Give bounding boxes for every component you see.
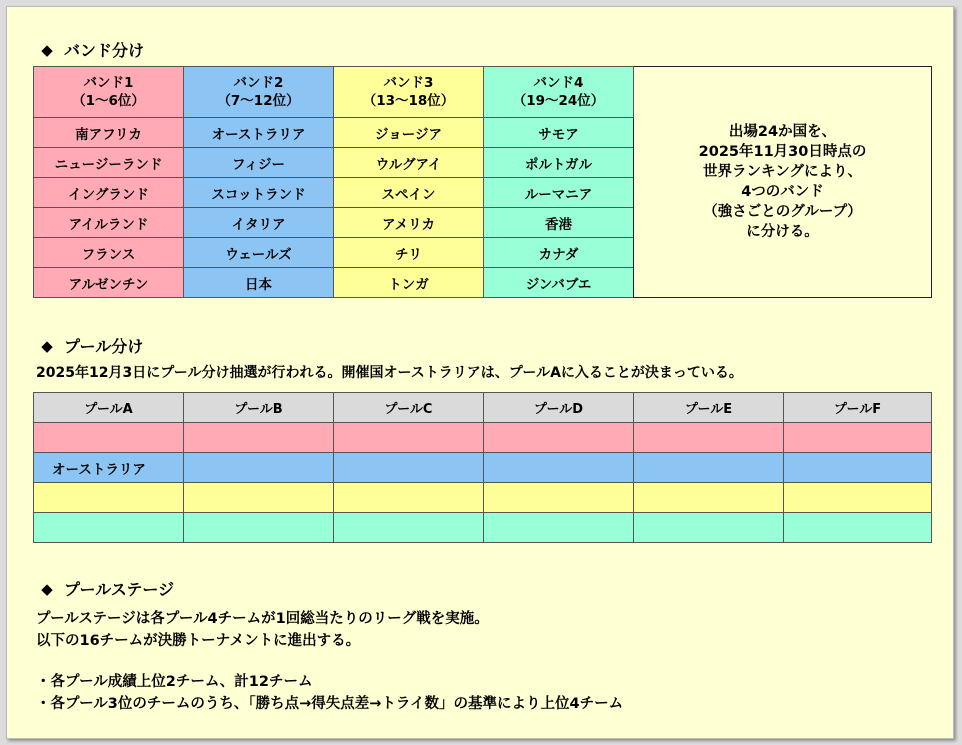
pool-row [34, 513, 932, 543]
band-header-row [34, 67, 932, 118]
band-section-heading [40, 38, 144, 61]
band-cell: カナダ [484, 238, 634, 268]
band-cell: イングランド [34, 178, 184, 208]
diamond-icon: ◆ [41, 40, 53, 59]
pool-cell [184, 483, 334, 513]
pool-row [34, 423, 932, 453]
band-table [33, 66, 932, 298]
pool-cell [184, 513, 334, 543]
stage-section-heading [40, 577, 174, 600]
pool-cell [334, 453, 484, 483]
pool-cell [634, 453, 784, 483]
pool-cell [34, 423, 184, 453]
pool-table [33, 392, 932, 543]
pool-header: プールD [484, 393, 634, 423]
pool-cell [484, 483, 634, 513]
pool-cell [784, 513, 932, 543]
pool-cell [334, 513, 484, 543]
pool-row [34, 483, 932, 513]
band-cell: チリ [334, 238, 484, 268]
pool-cell [184, 453, 334, 483]
band-cell: スコットランド [184, 178, 334, 208]
diamond-icon: ◆ [41, 336, 53, 355]
pool-cell: オーストラリア [34, 453, 184, 483]
pool-cell [334, 423, 484, 453]
pool-section-heading [40, 334, 143, 357]
pool-header: プールB [184, 393, 334, 423]
band-cell: イタリア [184, 208, 334, 238]
stage-line-2: 以下の16チームが決勝トーナメントに進出する。 [36, 633, 361, 649]
pool-description: 2025年12月3日にプール分け抽選が行われる。開催国オーストラリアは、プールAに入ることが決まっている。 [36, 365, 743, 381]
pool-header: プールE [634, 393, 784, 423]
pool-header: プールA [34, 393, 184, 423]
stage-section-title: プールステージ [64, 580, 175, 599]
band-section-title: バンド分け [64, 41, 145, 60]
band-cell: 香港 [484, 208, 634, 238]
band-header-1: バンド1 （1～6位） [34, 67, 184, 118]
band-cell: オーストラリア [184, 118, 334, 148]
band-cell: ジョージア [334, 118, 484, 148]
pool-cell [484, 513, 634, 543]
pool-cell [334, 483, 484, 513]
band-cell: トンガ [334, 268, 484, 298]
pool-cell [784, 483, 932, 513]
band-cell: スペイン [334, 178, 484, 208]
pool-cell [34, 483, 184, 513]
diamond-icon: ◆ [41, 579, 53, 598]
pool-header: プールC [334, 393, 484, 423]
band-note: 出場24か国を、 2025年11月30日時点の 世界ランキングにより、 4つのバンド （強さごとのグループ） に分ける。 [634, 67, 932, 298]
band-cell: フィジー [184, 148, 334, 178]
pool-section-title: プール分け [64, 337, 144, 356]
band-cell: アメリカ [334, 208, 484, 238]
band-header-3: バンド3 （13～18位） [334, 67, 484, 118]
band-cell: サモア [484, 118, 634, 148]
band-cell: ウルグアイ [334, 148, 484, 178]
stage-line-1: プールステージは各プール4チームが1回総当たりのリーグ戦を実施。 [36, 611, 489, 627]
stage-bullet-1: ・各プール成績上位2チーム、計12チーム [36, 674, 313, 690]
band-header-2: バンド2 （7～12位） [184, 67, 334, 118]
band-cell: ウェールズ [184, 238, 334, 268]
band-cell: フランス [34, 238, 184, 268]
band-cell: アルゼンチン [34, 268, 184, 298]
band-cell: ルーマニア [484, 178, 634, 208]
band-cell: 南アフリカ [34, 118, 184, 148]
pool-header: プールF [784, 393, 932, 423]
pool-cell [484, 453, 634, 483]
band-cell: 日本 [184, 268, 334, 298]
pool-cell [34, 513, 184, 543]
band-cell: ニュージーランド [34, 148, 184, 178]
pool-cell [634, 423, 784, 453]
stage-bullet-2: ・各プール3位のチームのうち、「勝ち点→得失点差→トライ数」の基準により上位4チーム [36, 696, 624, 712]
pool-cell [634, 513, 784, 543]
pool-cell [784, 423, 932, 453]
pool-header-row [34, 393, 932, 423]
pool-cell [784, 453, 932, 483]
band-cell: ポルトガル [484, 148, 634, 178]
band-cell: ジンバブエ [484, 268, 634, 298]
band-header-4: バンド4 （19～24位） [484, 67, 634, 118]
pool-cell [484, 423, 634, 453]
pool-cell [634, 483, 784, 513]
pool-cell [184, 423, 334, 453]
pool-row [34, 453, 932, 483]
band-cell: アイルランド [34, 208, 184, 238]
